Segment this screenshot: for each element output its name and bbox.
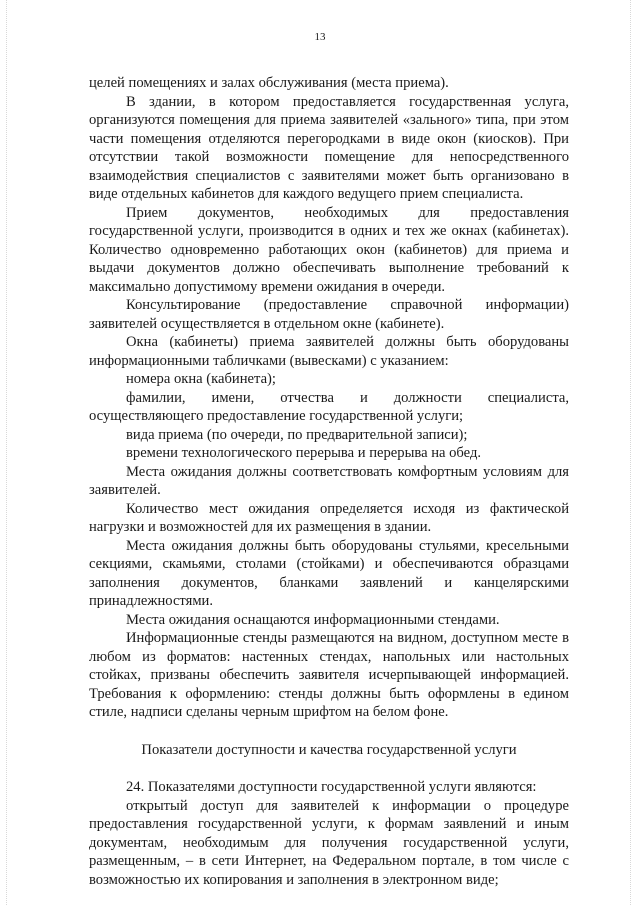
paragraph-13: Информационные стенды размещаются на видном, доступном месте в любом из форматов: настенных стендах, напольных или настольных стойках, призваны обеспечить заявителя исчерпывающей информацией. Требования к оформлению: стенды должны быть оформлены в едином стиле, надписи сделаны черным шрифтом на белом фоне. <box>89 630 569 720</box>
paragraph-2: Прием документов, необходимых для предоставления государственной услуги, производится в одних и тех же окнах (кабинетах). Количество одновременно работающих окон (кабинетов) для приема и выдачи документов должно обеспечивать выполнение требований к максимально допустимому времени ожидания в очереди. <box>89 204 569 295</box>
paragraph-3: Консультирование (предоставление справочной информации) заявителей осуществляется в отдельном окне (кабинете). <box>89 297 569 332</box>
list-item-reception-type: вида приема (по очереди, по предварительной записи); <box>126 426 468 443</box>
paragraph-12: Места ожидания оснащаются информационными стендами. <box>126 611 500 628</box>
list-item-break-time: времени технологического перерыва и перерыва на обед. <box>126 445 482 461</box>
paragraph-0: целей помещениях и залах обслуживания (места приема). <box>89 75 449 91</box>
section-paragraph-0: 24. Показателями доступности государственной услуги являются: <box>126 779 537 795</box>
section-heading: Показатели доступности и качества государственной услуги <box>141 741 517 758</box>
paragraph-1: В здании, в котором предоставляется государственная услуга, организуются помещения для приема заявителей «зального» типа, при этом части помещения отделяются перегородками в виде окон (киосков). При отсутствии такой возможности помещение для непосредственного взаимодействия специалистов с заявителями может быть организовано в виде отдельных кабинетов для каждого ведущего прием специалиста. <box>89 93 569 202</box>
list-item-window-number: номера окна (кабинета); <box>126 371 276 387</box>
scan-right-margin <box>630 0 632 905</box>
paragraph-9: Места ожидания должны соответствовать комфортным условиям для заявителей. <box>89 463 569 498</box>
paragraph-4: Окна (кабинеты) приема заявителей должны быть оборудованы информационными табличками (вывесками) с указанием: <box>89 334 569 369</box>
document-body <box>89 74 569 889</box>
paragraph-10: Количество мест ожидания определяется исходя из фактической нагрузки и возможностей для их размещения в здании. <box>89 500 569 535</box>
list-item-specialist-name: фамилии, имени, отчества и должности специалиста, осуществляющего предоставление государственной услуги; <box>89 389 569 424</box>
section-paragraph-1: открытый доступ для заявителей к информации о процедуре предоставления государственной услуги, к формам заявлений и иным документам, необходимым для получения государственной услуги, размещенным, – в сети Интернет, на Федеральном портале, в том числе с возможностью их копирования и заполнения в электронном виде; <box>89 797 569 888</box>
page-number: 13 <box>314 31 326 43</box>
paragraph-11: Места ожидания должны быть оборудованы стульями, кресельными секциями, скамьями, столами (стойками) и обеспечиваются образцами заполнения документов, бланками заявлений и канцелярскими принадлежностями. <box>89 537 569 609</box>
scan-left-margin <box>6 0 8 905</box>
